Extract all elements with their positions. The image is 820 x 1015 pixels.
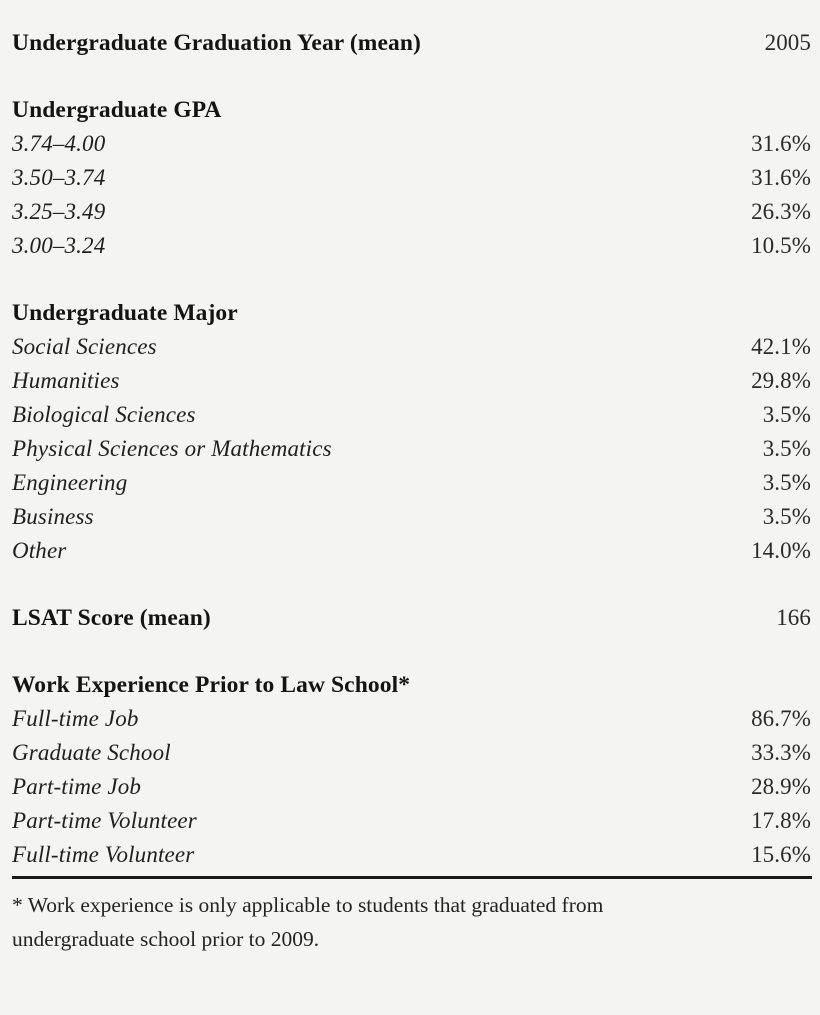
stat-row bbox=[12, 538, 811, 572]
stat-row-label: Full-time Job bbox=[12, 706, 139, 731]
footnote-line-2: undergraduate school prior to 2009. bbox=[12, 927, 320, 951]
stat-row-value: 14.0% bbox=[751, 538, 811, 563]
stat-row-value: 86.7% bbox=[751, 706, 811, 731]
stat-row-label: 3.00–3.24 bbox=[12, 233, 106, 258]
stat-row-label: Engineering bbox=[12, 470, 128, 495]
section-heading-label: Undergraduate GPA bbox=[12, 97, 222, 123]
stat-row-label: 3.25–3.49 bbox=[12, 199, 106, 224]
section-heading-value: 166 bbox=[776, 605, 811, 630]
stat-row-label: Physical Sciences or Mathematics bbox=[12, 436, 332, 461]
stat-row bbox=[12, 334, 811, 368]
stat-row bbox=[12, 131, 811, 165]
stat-row-value: 3.5% bbox=[762, 470, 811, 495]
section-gap bbox=[12, 572, 811, 605]
stat-row-label: 3.74–4.00 bbox=[12, 131, 106, 156]
stat-row-value: 31.6% bbox=[751, 131, 811, 156]
stat-row bbox=[12, 402, 811, 436]
stat-row-value: 42.1% bbox=[751, 334, 811, 359]
stat-row-label: Other bbox=[12, 538, 67, 563]
stat-row-value: 10.5% bbox=[751, 233, 811, 258]
stat-row-label: Humanities bbox=[12, 368, 120, 393]
stat-row-label: Biological Sciences bbox=[12, 402, 196, 427]
section-heading-label: LSAT Score (mean) bbox=[12, 605, 211, 631]
stat-row-value: 3.5% bbox=[762, 504, 811, 529]
section-heading-label: Undergraduate Graduation Year (mean) bbox=[12, 30, 421, 56]
stat-row-label: Full-time Volunteer bbox=[12, 842, 195, 867]
stat-row bbox=[12, 740, 811, 774]
section-heading-work-experience bbox=[12, 672, 811, 706]
stat-row-value: 33.3% bbox=[751, 740, 811, 765]
section-heading-undergraduate-gpa bbox=[12, 97, 811, 131]
stat-row bbox=[12, 233, 811, 267]
stat-row-value: 29.8% bbox=[751, 368, 811, 393]
footnote-divider bbox=[12, 876, 812, 879]
top-spacer bbox=[12, 0, 811, 30]
section-heading-graduation-year bbox=[12, 30, 811, 64]
stat-row-label: Social Sciences bbox=[12, 334, 157, 359]
section-heading-lsat-score bbox=[12, 605, 811, 639]
stat-row-label: Graduate School bbox=[12, 740, 171, 765]
stat-row-value: 15.6% bbox=[751, 842, 811, 867]
stat-row-label: Part-time Volunteer bbox=[12, 808, 197, 833]
stat-row bbox=[12, 774, 811, 808]
stat-row bbox=[12, 436, 811, 470]
stat-row bbox=[12, 808, 811, 842]
stat-row-label: Part-time Job bbox=[12, 774, 142, 799]
section-gap bbox=[12, 267, 811, 300]
stat-row bbox=[12, 504, 811, 538]
stat-row bbox=[12, 842, 811, 876]
stat-row-value: 26.3% bbox=[751, 199, 811, 224]
section-gap bbox=[12, 639, 811, 672]
section-heading-undergraduate-major bbox=[12, 300, 811, 334]
sections-container bbox=[12, 30, 811, 876]
stat-row bbox=[12, 165, 811, 199]
stat-row bbox=[12, 368, 811, 402]
stat-row-value: 17.8% bbox=[751, 808, 811, 833]
stat-row bbox=[12, 199, 811, 233]
stat-row-value: 31.6% bbox=[751, 165, 811, 190]
stat-row-label: Business bbox=[12, 504, 94, 529]
section-heading-value: 2005 bbox=[764, 30, 811, 55]
footnote-line-1: * Work experience is only applicable to students that graduated from bbox=[12, 893, 604, 917]
stat-row-value: 28.9% bbox=[751, 774, 811, 799]
footnote bbox=[12, 888, 772, 956]
stat-row-value: 3.5% bbox=[762, 402, 811, 427]
section-heading-label: Work Experience Prior to Law School* bbox=[12, 672, 411, 698]
stat-row bbox=[12, 470, 811, 504]
stat-row-label: 3.50–3.74 bbox=[12, 165, 106, 190]
stat-row bbox=[12, 706, 811, 740]
stat-row-value: 3.5% bbox=[762, 436, 811, 461]
section-gap bbox=[12, 64, 811, 97]
section-heading-label: Undergraduate Major bbox=[12, 300, 238, 326]
